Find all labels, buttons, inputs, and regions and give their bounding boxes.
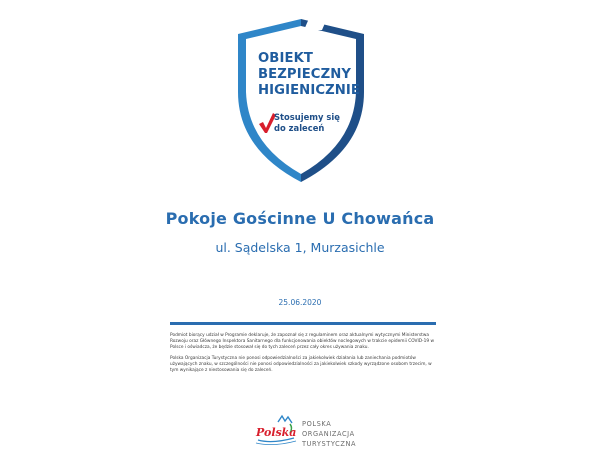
organization-name (302, 419, 356, 449)
badge-heading-line2: BEZPIECZNY (258, 67, 352, 82)
org-line1: POLSKA (302, 420, 332, 428)
disclaimer-paragraph-2: Polska Organizacja Turystyczna nie ponosi odpowiedzialności za jakiekolwiek działania lub zaniechania podmiotów używających znaku, w szczególności nie ponosi odpowiedzialności za jakiekolwiek szkody wyrządzone osobom trzecim, w tym wynikające z niestosowania się do zaleceń. (170, 355, 432, 374)
divider (170, 322, 436, 325)
property-title: Pokoje Gościnne U Chowańca (165, 209, 435, 228)
disclaimer (170, 333, 438, 378)
polska-logo-icon (252, 414, 298, 448)
pot-logo (252, 414, 298, 448)
org-line2: ORGANIZACJA (302, 430, 355, 438)
svg-text:Polska: Polska (256, 426, 297, 439)
badge-heading-line3: HIGIENICZNIE (258, 83, 361, 98)
badge-heading (258, 51, 378, 99)
org-line3: TURYSTYCZNA (302, 440, 357, 448)
disclaimer-paragraph-1: Podmiot biorący udział w Programie deklaruje, że zapoznał się z regulaminem oraz aktualnymi wytycznymi Ministerstwa Rozwoju oraz Głównego Inspektora Sanitarnego dla funkcjonowania obiektów noclegowych w trakcie epidemii COVID-19 w Polsce i oświadcza, że będzie stosował się do tych zaleceń przez cały okres używania znaku. (170, 333, 434, 351)
badge-sub-line2: do zaleceń (274, 123, 325, 133)
shield-icon (230, 14, 372, 184)
property-address: ul. Sądelska 1, Murzasichle (215, 240, 385, 255)
badge-sub-line1: Stosujemy się (274, 112, 340, 122)
badge-subtitle (274, 112, 364, 134)
badge-heading-line1: OBIEKT (258, 51, 313, 66)
hygiene-shield-badge (230, 14, 372, 184)
issue-date: 25.06.2020 (278, 298, 322, 307)
